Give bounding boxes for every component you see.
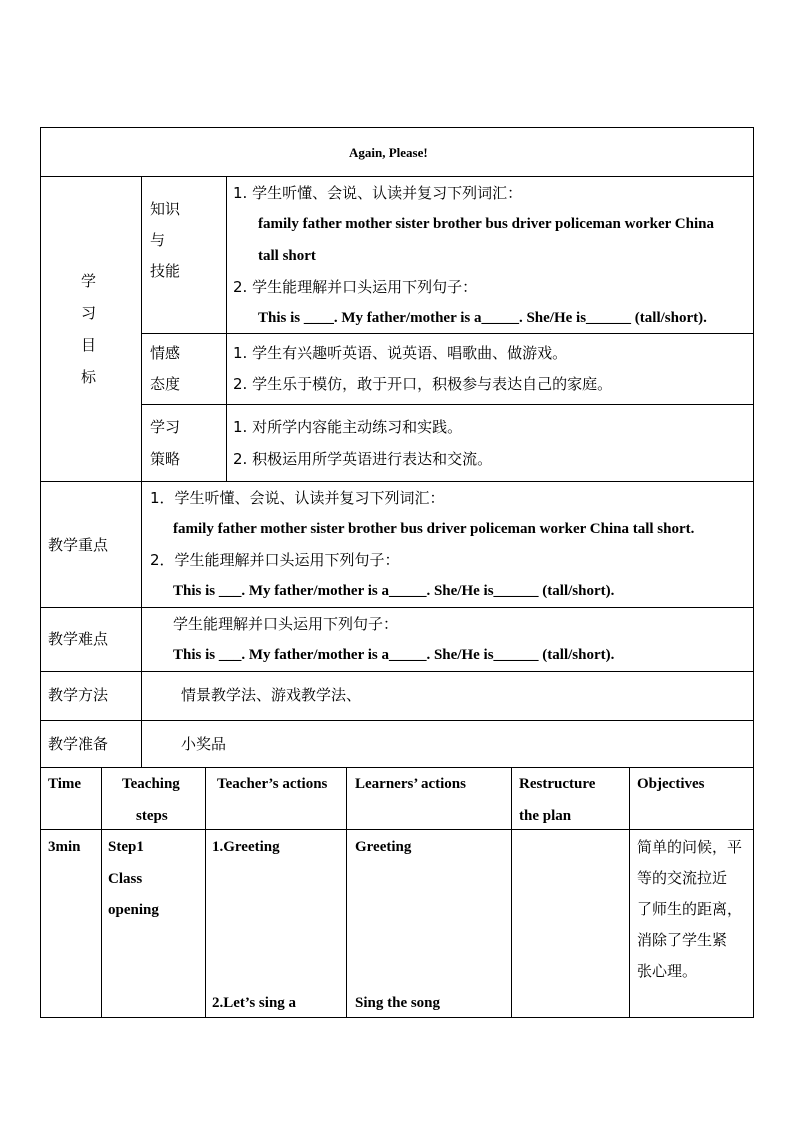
header-steps-line-2: steps <box>136 808 168 824</box>
row-step-line-1: Step1 <box>108 839 144 855</box>
row-divider <box>40 720 754 721</box>
header-objectives: Objectives <box>637 776 705 792</box>
study-goals-label-3: 目 <box>81 336 97 354</box>
difficult-points-intro: 学生能理解并口头运用下列句子： <box>173 615 399 633</box>
row-teacher-action-1: 1.Greeting <box>212 839 280 855</box>
key-points-item-2: 2．学生能理解并口头运用下列句子： <box>150 551 400 569</box>
row-divider <box>40 176 754 177</box>
col-divider <box>101 767 102 1018</box>
key-points-vocab: family father mother sister brother bus driver policeman worker China tall short. <box>173 521 695 537</box>
strategy-label-1: 学习 <box>150 418 181 436</box>
preparation-label: 教学准备 <box>48 735 109 753</box>
knowledge-label-2: 与 <box>150 231 166 249</box>
emotion-item-1: 1. 学生有兴趣听英语、说英语、唱歌曲、做游戏。 <box>233 344 568 362</box>
emotion-label-2: 态度 <box>150 375 181 393</box>
row-divider <box>40 481 754 482</box>
row-objective-line-2: 等的交流拉近 <box>637 869 728 887</box>
row-objective-line-1: 简单的问候，平 <box>637 838 743 856</box>
key-points-sentence: This is ___. My father/mother is a_____. She/He is______ (tall/short). <box>173 583 615 599</box>
header-steps-line-1: Teaching <box>122 776 180 792</box>
knowledge-vocab-line-2: tall short <box>258 248 316 264</box>
header-restructure-line-2: the plan <box>519 808 572 824</box>
header-teacher-actions: Teacher’s actions <box>217 776 328 792</box>
study-goals-label-1: 学 <box>81 272 97 290</box>
col-divider <box>511 767 512 1018</box>
col-divider <box>226 176 227 481</box>
col-divider <box>629 767 630 1018</box>
row-divider <box>40 671 754 672</box>
table-border-top <box>40 127 754 128</box>
key-points-item-1: 1．学生听懂、会说、认读并复习下列词汇： <box>150 489 445 507</box>
row-learner-action-2: Sing the song <box>355 995 441 1011</box>
row-divider <box>141 333 754 334</box>
header-time: Time <box>48 776 82 792</box>
row-teacher-action-2: 2.Let’s sing a <box>212 995 297 1011</box>
key-points-label: 教学重点 <box>48 536 109 554</box>
strategy-label-2: 策略 <box>150 450 181 468</box>
knowledge-sentence: This is ____. My father/mother is a_____. She/He is______ (tall/short). <box>258 310 707 326</box>
plan-title: Again, Please! <box>349 145 428 160</box>
col-divider <box>141 176 142 767</box>
knowledge-vocab-line-1: family father mother sister brother bus driver policeman worker China <box>258 216 714 232</box>
table-border-left <box>40 127 41 1018</box>
row-learner-action-1: Greeting <box>355 839 412 855</box>
knowledge-label-3: 技能 <box>150 262 181 280</box>
row-divider <box>40 767 754 768</box>
row-step-line-2: Class <box>108 871 143 887</box>
row-divider <box>40 607 754 608</box>
table-border-bottom <box>40 1017 754 1018</box>
study-goals-label-2: 习 <box>81 304 97 322</box>
study-goals-label-4: 标 <box>81 368 97 386</box>
knowledge-label-1: 知识 <box>150 200 181 218</box>
knowledge-item-1: 1. 学生听懂、会说、认读并复习下列词汇： <box>233 184 523 202</box>
row-time: 3min <box>48 839 81 855</box>
strategy-item-2: 2. 积极运用所学英语进行表达和交流。 <box>233 450 493 468</box>
row-step-line-3: opening <box>108 902 159 918</box>
strategy-item-1: 1. 对所学内容能主动练习和实践。 <box>233 418 463 436</box>
knowledge-item-2: 2. 学生能理解并口头运用下列句子： <box>233 278 478 296</box>
difficult-points-label: 教学难点 <box>48 630 109 648</box>
preparation-value: 小奖品 <box>181 735 227 753</box>
col-divider <box>205 767 206 1018</box>
row-divider <box>141 404 754 405</box>
emotion-label-1: 情感 <box>150 344 181 362</box>
header-learner-actions: Learners’ actions <box>355 776 466 792</box>
row-divider <box>40 829 754 830</box>
difficult-points-sentence: This is ___. My father/mother is a_____. She/He is______ (tall/short). <box>173 647 615 663</box>
emotion-item-2: 2. 学生乐于模仿，敢于开口，积极参与表达自己的家庭。 <box>233 375 613 393</box>
methods-value: 情景教学法、游戏教学法、 <box>181 686 362 704</box>
row-objective-line-4: 消除了学生紧 <box>637 931 728 949</box>
row-objective-line-5: 张心理。 <box>637 962 698 980</box>
methods-label: 教学方法 <box>48 686 109 704</box>
header-restructure-line-1: Restructure <box>519 776 596 792</box>
row-objective-line-3: 了师生的距离， <box>637 900 743 918</box>
table-border-right <box>753 127 754 1018</box>
col-divider <box>346 767 347 1018</box>
